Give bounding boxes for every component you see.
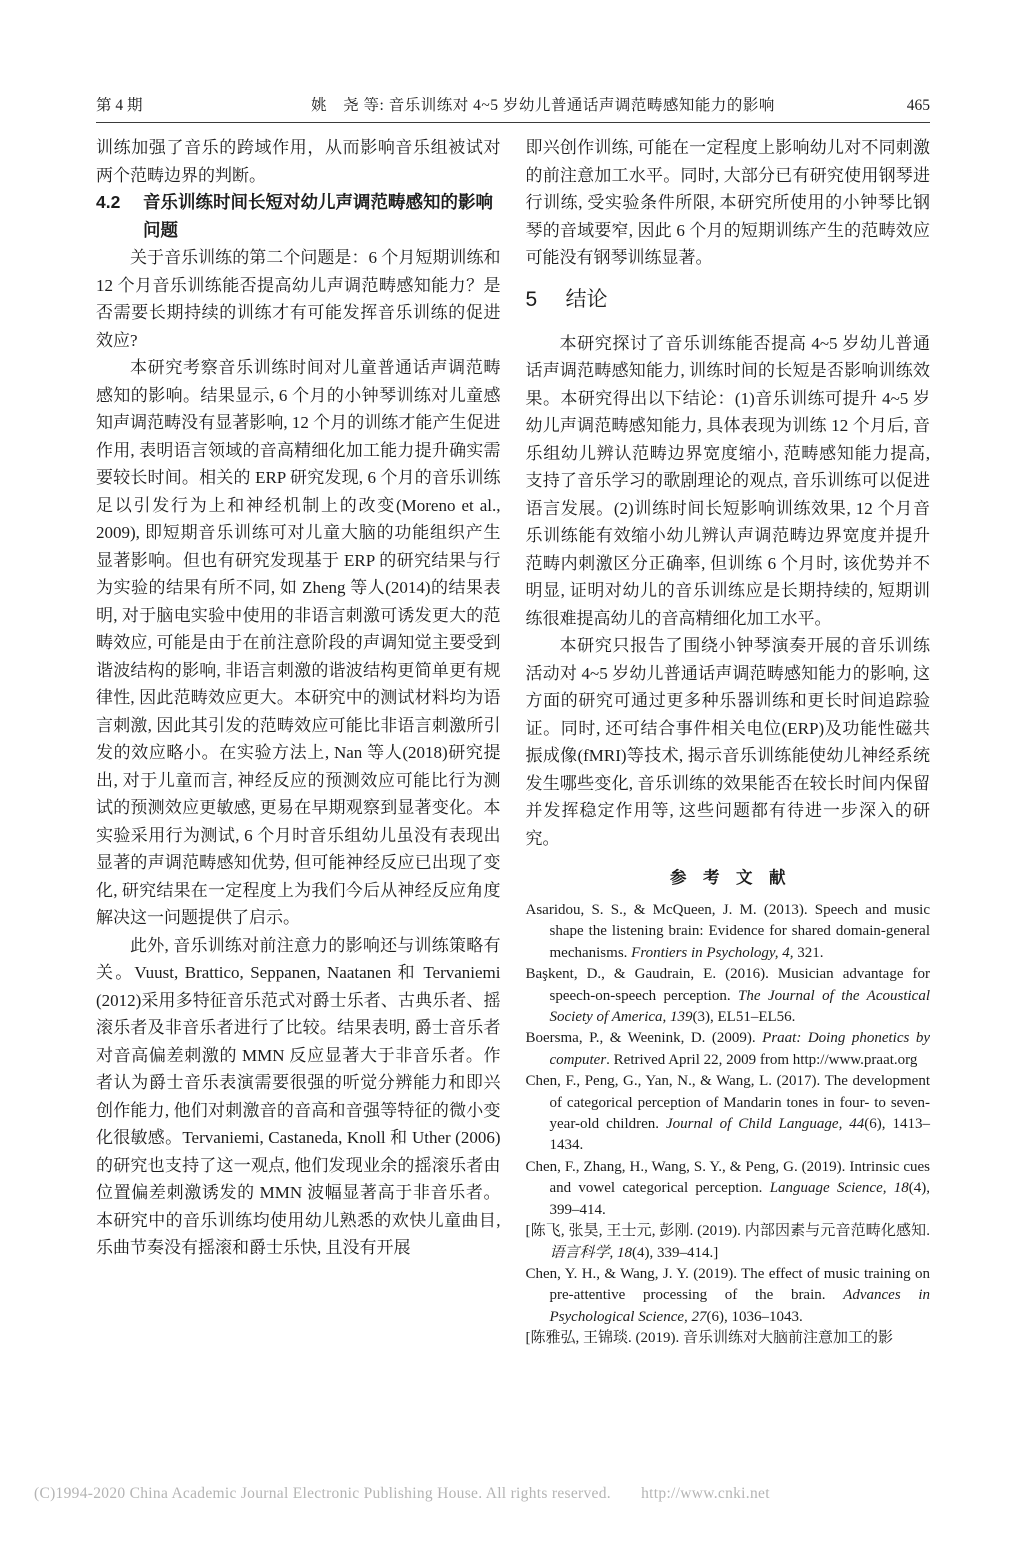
- page-header: [96, 93, 930, 123]
- page-number: 465: [906, 97, 930, 114]
- paragraph: 本研究只报告了围绕小钟琴演奏开展的音乐训练活动对 4~5 岁幼儿普通话声调范畴感知能力的影响, 这方面的研究可通过更多种乐器训练和更长时间追踪验证。同时, 还可结合事件相关电位(ERP)及功能性磁共振成像(fMRI)等技术, 揭示音乐训练能使幼儿神经系统发生哪些变化, 音乐训练的效果能否在较长时间内保留并发挥稳定作用等, 这些问题都有待进一步深入的研究。: [525, 636, 930, 848]
- section-number: 5: [525, 287, 538, 311]
- paragraph-continuation: 训练加强了音乐的跨域作用，从而影响音乐组被试对两个范畴边界的判断。: [96, 138, 501, 185]
- running-title: 姚 尧 等: 音乐训练对 4~5 岁幼儿普通话声调范畴感知能力的影响: [311, 97, 775, 114]
- cnki-url: http://www.cnki.net: [641, 1485, 770, 1502]
- section-title: 结论: [565, 287, 608, 311]
- section-heading-4-2: [96, 189, 501, 244]
- reference-item: Boersma, P., & Weenink, D. (2009). Praat: Doing phonetics by computer. Retrived April 22, 2009 from http://www.praat.org: [525, 1030, 930, 1068]
- reference-item: Chen, Y. H., & Wang, J. Y. (2019). The effect of music training on pre-attentive processing of the brain. Advances in Psychological Science, 27(6), 1036–1043.: [525, 1265, 930, 1325]
- paragraph-continuation: 即兴创作训练, 可能在一定程度上影响幼儿对不同刺激的前注意加工水平。同时, 大部分已有研究使用钢琴进行训练, 受实验条件所限, 本研究所使用的小钟琴比钢琴的音域要窄, 因此 6 个月的短期训练产生的范畴效应可能没有钢琴训练显著。: [525, 138, 930, 267]
- section-heading-5: [526, 285, 931, 315]
- paragraph: 关于音乐训练的第二个问题是：6 个月短期训练和 12 个月音乐训练能否提高幼儿声调范畴感知能力？是否需要长期持续的训练才有可能发挥音乐训练的促进效应?: [96, 248, 501, 350]
- reference-item: Başkent, D., & Gaudrain, E. (2016). Musician advantage for speech-on-speech perception. The Journal of the Acoustical Society of America, 139(3), EL51–EL56.: [525, 966, 930, 1026]
- article-body: [96, 134, 930, 1350]
- reference-item: Chen, F., Zhang, H., Wang, S. Y., & Peng, G. (2019). Intrinsic cues and vowel categorical perception. Language Science, 18(4), 399–414.: [525, 1158, 930, 1218]
- reference-list: [526, 900, 931, 1350]
- page-footer: [34, 1485, 994, 1503]
- section-number: 4.2: [96, 192, 121, 212]
- paragraph: 此外, 音乐训练对前注意力的影响还与训练策略有关。Vuust, Brattico, Seppanen, Naatanen 和 Tervaniemi (2012)采用多特征音乐范式对爵士乐者、古典乐者、摇滚乐者及非音乐者进行了比较。结果表明, 爵士音乐者对音高偏差刺激的 MMN 反应显著大于非音乐者。作者认为爵士音乐表演需要很强的听觉分辨能力和即兴创作能力, 他们对刺激音的音高和音强等特征的微小变化很敏感。Tervaniemi, Castaneda, Knoll 和 Uther (2006)的研究也支持了这一观点, 他们发现业余的摇滚乐者由位置偏差刺激诱发的 MMN 波幅显著高于非音乐者。本研究中的音乐训练均使用幼儿熟悉的欢快儿童曲目, 乐曲节奏没有摇滚和爵士乐快, 且没有开展: [96, 935, 501, 1257]
- reference-item: [陈雅弘, 王锦琰. (2019). 音乐训练对大脑前注意加工的影: [525, 1330, 893, 1347]
- reference-item: [陈飞, 张昊, 王士元, 彭刚. (2019). 内部因素与元音范畴化感知. 语言科学, 18(4), 339–414.]: [525, 1223, 930, 1261]
- paragraph: 本研究探讨了音乐训练能否提高 4~5 岁幼儿普通话声调范畴感知能力, 训练时间的长短是否影响训练效果。本研究得出以下结论：(1)音乐训练可提升 4~5 岁幼儿声调范畴感知能力, 具体表现为训练 12 个月后, 音乐组幼儿辨认范畴边界宽度缩小, 范畴感知能力提高, 支持了音乐学习的歌剧理论的观点, 音乐训练可以促进语言发展。(2)训练时间长短影响训练效果, 12 个月音乐训练能有效缩小幼儿辨认声调范畴边界宽度并提升范畴内刺激区分正确率, 但训练 6 个月时, 该优势并不明显, 证明对幼儿的音乐训练应是长期持续的, 短期训练很难提高幼儿的音高精细化加工水平。: [525, 333, 930, 628]
- journal-issue: 第 4 期: [96, 97, 143, 114]
- right-column: [526, 134, 931, 1350]
- references-heading: 参 考 文 献: [670, 869, 786, 887]
- copyright-notice: (C)1994-2020 China Academic Journal Electronic Publishing House. All rights reserved.: [34, 1485, 611, 1502]
- reference-item: Chen, F., Peng, G., Yan, N., & Wang, L. (2017). The development of categorical perception of Mandarin tones in four- to seven-year-old children. Journal of Child Language, 44(6), 1413–1434.: [525, 1073, 930, 1154]
- left-column: [96, 134, 501, 1350]
- section-title: 音乐训练时间长短对幼儿声调范畴感知的影响问题: [143, 192, 493, 240]
- reference-item: Asaridou, S. S., & McQueen, J. M. (2013). Speech and music shape the listening brain: Evidence for shared domain-general mechanisms. Frontiers in Psychology, 4, 321.: [525, 902, 930, 961]
- paragraph: 本研究考察音乐训练时间对儿童普通话声调范畴感知的影响。结果显示, 6 个月的小钟琴训练对儿童感知声调范畴没有显著影响, 12 个月的训练才能产生促进作用, 表明语言领域的音高精细化加工能力提升确实需要较长时间。相关的 ERP 研究发现, 6 个月的音乐训练足以引发行为上和神经机制上的改变(Moreno et al., 2009), 即短期音乐训练可对儿童大脑的功能组织产生显著影响。但也有研究发现基于 ERP 的研究结果与行为实验的结果有所不同, 如 Zheng 等人(2014)的结果表明, 对于脑电实验中使用的非语言刺激可诱发更大的范畴效应, 可能是由于在前注意阶段的声调知觉主要受到谐波结构的影响, 非语言刺激的谐波结构更简单更有规律性, 因此范畴效应更大。本研究中的测试材料均为语言刺激, 因此其引发的范畴效应可能比非语言刺激所引发的效应略小。在实验方法上, Nan 等人(2018)研究提出, 对于儿童而言, 神经反应的预测效应可能比行为测试的预测效应更敏感, 更易在早期观察到显著变化。本实验采用行为测试, 6 个月时音乐组幼儿虽没有表现出显著的声调范畴感知优势, 但可能神经反应已出现了变化, 研究结果在一定程度上为我们今后从神经反应角度解决这一问题提供了启示。: [96, 358, 501, 927]
